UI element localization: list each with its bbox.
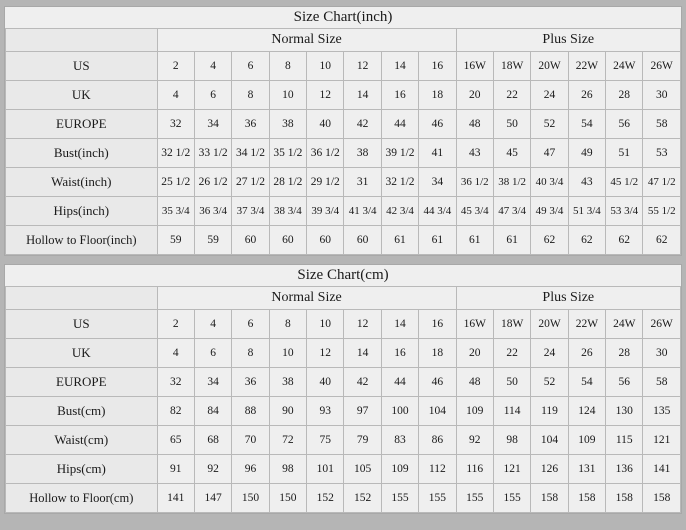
- cell: 52: [531, 110, 568, 139]
- cell: 92: [456, 426, 493, 455]
- row-label: UK: [6, 339, 158, 368]
- group-normal-size: Normal Size: [157, 29, 456, 52]
- cell: 60: [344, 226, 381, 255]
- cell: 22W: [568, 52, 605, 81]
- cell: 18W: [493, 52, 530, 81]
- cell: 155: [493, 484, 530, 513]
- row-label: Bust(inch): [6, 139, 158, 168]
- cell: 6: [232, 310, 269, 339]
- cell: 121: [643, 426, 681, 455]
- cell: 10: [269, 339, 306, 368]
- table-row: [6, 110, 681, 139]
- row-label: Bust(cm): [6, 397, 158, 426]
- table-title-row: [6, 265, 681, 287]
- cell: 37 3/4: [232, 197, 269, 226]
- cell: 136: [606, 455, 643, 484]
- group-plus-size: Plus Size: [456, 29, 680, 52]
- cell: 59: [157, 226, 194, 255]
- cell: 30: [643, 81, 681, 110]
- cell: 62: [531, 226, 568, 255]
- cell: 158: [568, 484, 605, 513]
- cell: 152: [307, 484, 344, 513]
- cell: 60: [269, 226, 306, 255]
- cell: 121: [493, 455, 530, 484]
- cell: 16: [419, 310, 456, 339]
- cell: 51: [606, 139, 643, 168]
- cell: 65: [157, 426, 194, 455]
- cell: 44: [381, 368, 418, 397]
- cell: 86: [419, 426, 456, 455]
- row-label: UK: [6, 81, 158, 110]
- row-label: US: [6, 52, 158, 81]
- table-title-row: [6, 7, 681, 29]
- cell: 104: [531, 426, 568, 455]
- row-label: Hollow to Floor(cm): [6, 484, 158, 513]
- cell: 38: [344, 139, 381, 168]
- cell: 90: [269, 397, 306, 426]
- cell: 51 3/4: [568, 197, 605, 226]
- cell: 34 1/2: [232, 139, 269, 168]
- cell: 12: [307, 81, 344, 110]
- cell: 58: [643, 368, 681, 397]
- chart-title: Size Chart(cm): [6, 265, 681, 287]
- cell: 6: [194, 339, 231, 368]
- cell: 36: [232, 368, 269, 397]
- cell: 16: [381, 81, 418, 110]
- cell: 158: [606, 484, 643, 513]
- size-table-inch: [5, 7, 681, 255]
- cell: 50: [493, 368, 530, 397]
- row-label: Hips(inch): [6, 197, 158, 226]
- cell: 18: [419, 81, 456, 110]
- cell: 26W: [643, 310, 681, 339]
- cell: 26: [568, 81, 605, 110]
- row-label: Waist(inch): [6, 168, 158, 197]
- cell: 8: [269, 52, 306, 81]
- cell: 22W: [568, 310, 605, 339]
- table-row: [6, 397, 681, 426]
- cell: 56: [606, 110, 643, 139]
- cell: 48: [456, 368, 493, 397]
- cell: 24W: [606, 310, 643, 339]
- cell: 24: [531, 81, 568, 110]
- cell: 68: [194, 426, 231, 455]
- cell: 48: [456, 110, 493, 139]
- cell: 152: [344, 484, 381, 513]
- cell: 49: [568, 139, 605, 168]
- cell: 36 1/2: [456, 168, 493, 197]
- cell: 25 1/2: [157, 168, 194, 197]
- cell: 98: [269, 455, 306, 484]
- cell: 16: [381, 339, 418, 368]
- cell: 105: [344, 455, 381, 484]
- cell: 135: [643, 397, 681, 426]
- cell: 119: [531, 397, 568, 426]
- cell: 41: [419, 139, 456, 168]
- table-row: [6, 226, 681, 255]
- cell: 62: [568, 226, 605, 255]
- cell: 31: [344, 168, 381, 197]
- cell: 26W: [643, 52, 681, 81]
- row-label: EUROPE: [6, 368, 158, 397]
- cell: 109: [456, 397, 493, 426]
- table-row: [6, 426, 681, 455]
- cell: 60: [307, 226, 344, 255]
- cell: 33 1/2: [194, 139, 231, 168]
- cell: 4: [194, 52, 231, 81]
- cell: 4: [194, 310, 231, 339]
- cell: 147: [194, 484, 231, 513]
- cell: 75: [307, 426, 344, 455]
- cell: 44 3/4: [419, 197, 456, 226]
- table-group-row: [6, 29, 681, 52]
- cell: 2: [157, 310, 194, 339]
- cell: 62: [606, 226, 643, 255]
- cell: 47 1/2: [643, 168, 681, 197]
- cell: 70: [232, 426, 269, 455]
- cell: 2: [157, 52, 194, 81]
- cell: 126: [531, 455, 568, 484]
- cell: 61: [419, 226, 456, 255]
- cell: 92: [194, 455, 231, 484]
- cell: 36 1/2: [307, 139, 344, 168]
- cell: 6: [194, 81, 231, 110]
- cell: 30: [643, 339, 681, 368]
- cell: 6: [232, 52, 269, 81]
- table-row: [6, 484, 681, 513]
- cell: 47 3/4: [493, 197, 530, 226]
- cell: 39 3/4: [307, 197, 344, 226]
- chart-title: Size Chart(inch): [6, 7, 681, 29]
- cell: 26 1/2: [194, 168, 231, 197]
- cell: 52: [531, 368, 568, 397]
- cell: 54: [568, 110, 605, 139]
- cell: 44: [381, 110, 418, 139]
- cell: 35 3/4: [157, 197, 194, 226]
- cell: 34: [419, 168, 456, 197]
- cell: 116: [456, 455, 493, 484]
- cell: 35 1/2: [269, 139, 306, 168]
- cell: 4: [157, 81, 194, 110]
- cell: 59: [194, 226, 231, 255]
- cell: 56: [606, 368, 643, 397]
- cell: 83: [381, 426, 418, 455]
- cell: 47: [531, 139, 568, 168]
- cell: 131: [568, 455, 605, 484]
- cell: 20: [456, 339, 493, 368]
- cell: 26: [568, 339, 605, 368]
- cell: 46: [419, 368, 456, 397]
- cell: 155: [419, 484, 456, 513]
- cell: 43: [568, 168, 605, 197]
- cell: 155: [456, 484, 493, 513]
- cell: 109: [381, 455, 418, 484]
- cell: 41 3/4: [344, 197, 381, 226]
- cell: 14: [381, 52, 418, 81]
- cell: 53 3/4: [606, 197, 643, 226]
- cell: 62: [643, 226, 681, 255]
- row-label: Waist(cm): [6, 426, 158, 455]
- cell: 72: [269, 426, 306, 455]
- row-label: EUROPE: [6, 110, 158, 139]
- cell: 32 1/2: [157, 139, 194, 168]
- cell: 16W: [456, 310, 493, 339]
- cell: 53: [643, 139, 681, 168]
- cell: 150: [269, 484, 306, 513]
- cell: 28 1/2: [269, 168, 306, 197]
- cell: 16W: [456, 52, 493, 81]
- cell: 115: [606, 426, 643, 455]
- cell: 8: [232, 81, 269, 110]
- cell: 61: [456, 226, 493, 255]
- cell: 28: [606, 339, 643, 368]
- cell: 54: [568, 368, 605, 397]
- cell: 12: [307, 339, 344, 368]
- cell: 112: [419, 455, 456, 484]
- cell: 101: [307, 455, 344, 484]
- table-row: [6, 52, 681, 81]
- cell: 38: [269, 110, 306, 139]
- group-plus-size: Plus Size: [456, 287, 680, 310]
- cell: 24W: [606, 52, 643, 81]
- table-row: [6, 168, 681, 197]
- cell: 10: [307, 310, 344, 339]
- cell: 14: [344, 339, 381, 368]
- cell: 158: [643, 484, 681, 513]
- cell: 4: [157, 339, 194, 368]
- cell: 141: [643, 455, 681, 484]
- cell: 97: [344, 397, 381, 426]
- cell: 8: [269, 310, 306, 339]
- cell: 93: [307, 397, 344, 426]
- cell: 155: [381, 484, 418, 513]
- cell: 14: [381, 310, 418, 339]
- cell: 22: [493, 81, 530, 110]
- cell: 50: [493, 110, 530, 139]
- size-chart-cm: [4, 264, 682, 514]
- cell: 34: [194, 368, 231, 397]
- cell: 10: [307, 52, 344, 81]
- cell: 36 3/4: [194, 197, 231, 226]
- cell: 49 3/4: [531, 197, 568, 226]
- cell: 91: [157, 455, 194, 484]
- cell: 40: [307, 368, 344, 397]
- cell: 98: [493, 426, 530, 455]
- table-row: [6, 81, 681, 110]
- cell: 88: [232, 397, 269, 426]
- table-row: [6, 310, 681, 339]
- cell: 39 1/2: [381, 139, 418, 168]
- cell: 100: [381, 397, 418, 426]
- cell: 55 1/2: [643, 197, 681, 226]
- size-table-cm: [5, 265, 681, 513]
- cell: 45 1/2: [606, 168, 643, 197]
- cell: 38: [269, 368, 306, 397]
- table-row: [6, 197, 681, 226]
- cell: 79: [344, 426, 381, 455]
- cell: 150: [232, 484, 269, 513]
- table-group-row: [6, 287, 681, 310]
- cell: 32 1/2: [381, 168, 418, 197]
- cell: 42 3/4: [381, 197, 418, 226]
- row-label: Hips(cm): [6, 455, 158, 484]
- cell: 124: [568, 397, 605, 426]
- cell: 45: [493, 139, 530, 168]
- table-row: [6, 339, 681, 368]
- cell: 96: [232, 455, 269, 484]
- cell: 104: [419, 397, 456, 426]
- row-label: Hollow to Floor(inch): [6, 226, 158, 255]
- cell: 32: [157, 110, 194, 139]
- cell: 43: [456, 139, 493, 168]
- cell: 32: [157, 368, 194, 397]
- cell: 16: [419, 52, 456, 81]
- table-row: [6, 455, 681, 484]
- cell: 40: [307, 110, 344, 139]
- cell: 34: [194, 110, 231, 139]
- cell: 45 3/4: [456, 197, 493, 226]
- cell: 10: [269, 81, 306, 110]
- cell: 158: [531, 484, 568, 513]
- cell: 24: [531, 339, 568, 368]
- cell: 60: [232, 226, 269, 255]
- cell: 18W: [493, 310, 530, 339]
- cell: 38 1/2: [493, 168, 530, 197]
- cell: 84: [194, 397, 231, 426]
- group-blank: [6, 29, 158, 52]
- cell: 12: [344, 310, 381, 339]
- cell: 20W: [531, 310, 568, 339]
- table-row: [6, 368, 681, 397]
- cell: 40 3/4: [531, 168, 568, 197]
- cell: 82: [157, 397, 194, 426]
- cell: 29 1/2: [307, 168, 344, 197]
- cell: 114: [493, 397, 530, 426]
- cell: 109: [568, 426, 605, 455]
- cell: 28: [606, 81, 643, 110]
- row-label: US: [6, 310, 158, 339]
- cell: 42: [344, 110, 381, 139]
- cell: 130: [606, 397, 643, 426]
- cell: 38 3/4: [269, 197, 306, 226]
- cell: 8: [232, 339, 269, 368]
- cell: 27 1/2: [232, 168, 269, 197]
- group-blank: [6, 287, 158, 310]
- cell: 14: [344, 81, 381, 110]
- cell: 46: [419, 110, 456, 139]
- cell: 58: [643, 110, 681, 139]
- cell: 12: [344, 52, 381, 81]
- cell: 20W: [531, 52, 568, 81]
- cell: 61: [493, 226, 530, 255]
- cell: 36: [232, 110, 269, 139]
- cell: 22: [493, 339, 530, 368]
- cell: 42: [344, 368, 381, 397]
- cell: 18: [419, 339, 456, 368]
- cell: 61: [381, 226, 418, 255]
- cell: 20: [456, 81, 493, 110]
- size-chart-inch: [4, 6, 682, 256]
- table-row: [6, 139, 681, 168]
- cell: 141: [157, 484, 194, 513]
- group-normal-size: Normal Size: [157, 287, 456, 310]
